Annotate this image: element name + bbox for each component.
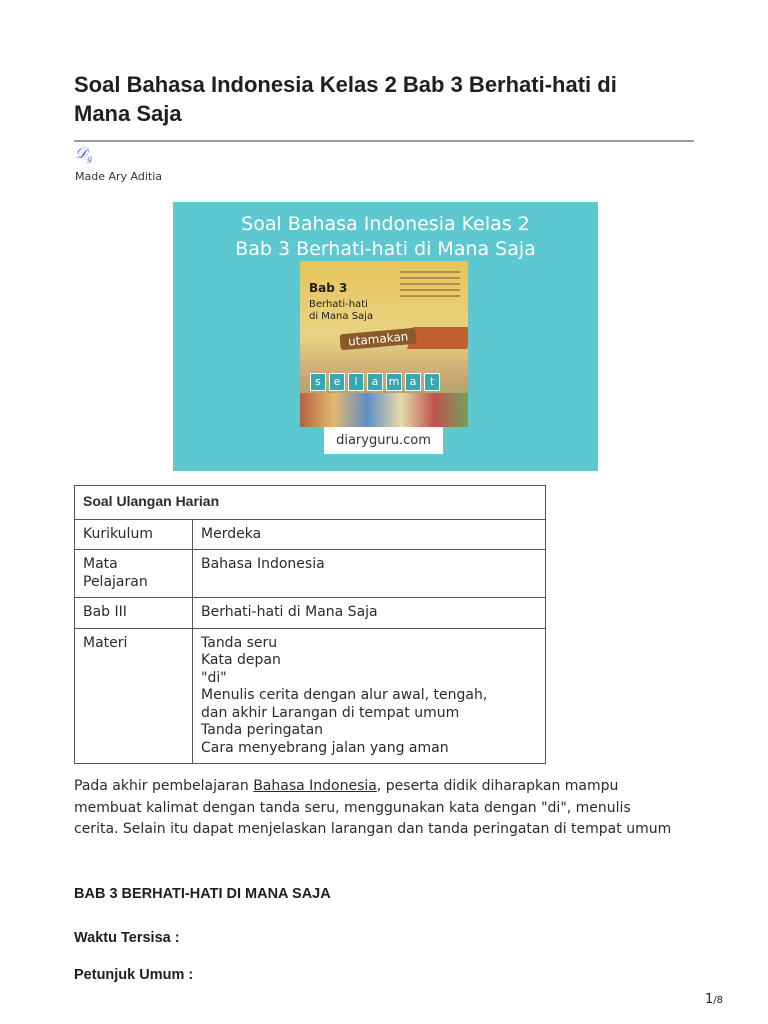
paragraph-text-end: , peserta didik diharapkan mampu membuat kalimat dengan tanda seru, menggunakan kata dengan "di", menulis cerita. Selain itu dapat menjelaskan larangan dan tanda peringatan di tempat umum [74, 778, 672, 837]
title-divider [74, 140, 694, 142]
table-row [75, 519, 546, 550]
table-key: Mata Pelajaran [75, 550, 193, 598]
book-sign: utamakan [339, 328, 417, 351]
page-total: /8 [713, 995, 724, 1006]
book-subtitle-line1: Berhati-hati [309, 299, 368, 310]
materi-item: "di" [201, 669, 227, 686]
materi-item: Menulis cerita dengan alur awal, tengah, [201, 687, 488, 703]
book-subtitle [309, 299, 373, 323]
author-logo-icon: 𝒟$_g$ [75, 144, 93, 163]
book-subtitle-line2: di Mana Saja [309, 311, 374, 322]
table-heading: Soal Ulangan Harian [75, 486, 546, 520]
section-heading: BAB 3 BERHATI-HATI DI MANA SAJA [74, 886, 331, 902]
table-row [75, 550, 546, 598]
bahasa-indonesia-link[interactable]: Bahasa Indonesia [253, 778, 377, 794]
book-info-block [400, 267, 460, 317]
time-remaining-label: Waktu Tersisa : [74, 930, 180, 946]
table-value: Berhati-hati di Mana Saja [193, 598, 546, 629]
page-current: 1 [705, 992, 714, 1007]
table-key: Bab III [75, 598, 193, 629]
document-title: Soal Bahasa Indonesia Kelas 2 Bab 3 Berhati-hati di Mana Saja [74, 72, 617, 126]
book-letter: s [310, 373, 326, 391]
materi-list [193, 628, 546, 764]
table-row [75, 598, 546, 629]
book-house-roof [407, 327, 468, 349]
info-table [74, 485, 546, 764]
table-row-materi [75, 628, 546, 764]
table-value: Bahasa Indonesia [193, 550, 546, 598]
book-chapter-label: Bab 3 [309, 281, 348, 295]
intro-paragraph [74, 776, 674, 841]
book-letter: e [329, 373, 345, 391]
book-letter: a [367, 373, 383, 391]
materi-item: Tanda seru [201, 634, 278, 651]
page-indicator [705, 992, 723, 1007]
book-children-illustration [300, 393, 468, 427]
cover-title-line1: Soal Bahasa Indonesia Kelas 2 [241, 213, 530, 235]
book-letter: t [424, 373, 440, 391]
general-instructions-label: Petunjuk Umum : [74, 967, 194, 983]
book-cover-illustration [300, 261, 468, 427]
book-letter-blocks [310, 373, 460, 393]
author-name: Made Ary Aditia [75, 170, 163, 183]
table-key: Kurikulum [75, 519, 193, 550]
cover-title-line2: Bab 3 Berhati-hati di Mana Saja [235, 238, 536, 260]
book-letter: m [386, 373, 402, 391]
table-key: Materi [75, 628, 193, 764]
materi-item: Kata depan [201, 652, 281, 668]
cover-image [173, 202, 598, 471]
book-letter: a [405, 373, 421, 391]
cover-url: diaryguru.com [324, 427, 443, 454]
materi-item: dan akhir Larangan di tempat umum [201, 704, 460, 721]
materi-item: Tanda peringatan [201, 722, 324, 738]
table-value: Merdeka [193, 519, 546, 550]
paragraph-text-start: Pada akhir pembelajaran [74, 778, 254, 794]
materi-item: Cara menyebrang jalan yang aman [201, 739, 449, 756]
book-letter: l [348, 373, 364, 391]
